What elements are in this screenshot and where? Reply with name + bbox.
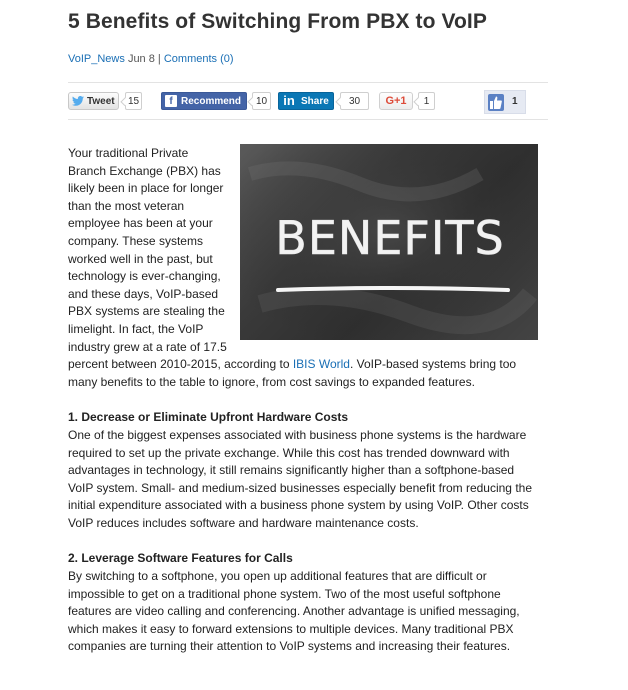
linkedin-count: 30 (340, 92, 369, 110)
intro-tail: . VoIP-based systems bring too many benefits to the table to ignore, from cost savings to expanded features. (68, 357, 517, 389)
like-count: 1 (512, 96, 518, 107)
ibis-world-link[interactable]: IBIS World (292, 357, 350, 372)
author-link[interactable]: VoIP_News (68, 53, 125, 65)
intro-text: Your traditional Private Branch Exchange (PBX) has likely been in place for longer than the most veteran employee has been at your company. These systems worked well in the past, but technology is ever-changing, and these days, VoIP-based PBX systems are stealing the limelight. In fact, the VoIP industry grew at a rate of 17.5 percent between 2010-2015, according to (68, 146, 290, 372)
article-title: 5 Benefits of Switching From PBX to VoIP (68, 10, 487, 33)
comments-open-paren: ( (220, 53, 224, 65)
article-meta (68, 53, 234, 65)
benefits-chalkboard-image (240, 144, 538, 340)
facebook-recommend-button[interactable] (161, 92, 247, 110)
post-date: Jun 8 (127, 53, 155, 65)
article-body (68, 145, 538, 656)
google-plus-button[interactable] (379, 92, 413, 110)
tweet-count: 15 (125, 92, 142, 110)
chalkboard-drawing (240, 144, 538, 340)
tweet-label: Tweet (87, 95, 115, 107)
share-divider-bottom (68, 119, 548, 120)
section-paragraph: By switching to a softphone, you open up additional features that are difficult or impossible to get on a traditional phone system. Two of the most useful softphone features are video calling and conferencing. Another advantage is unified messaging, which makes it easy to forward extensions to multiple devices. Many traditional PBX companies are turning their attention to VoIP systems and increasing their features. (68, 569, 520, 654)
comments-link[interactable] (164, 53, 234, 65)
benefits-chalk-text: BENEFITS (275, 211, 505, 265)
tweet-button[interactable] (68, 92, 119, 110)
section-paragraph: One of the biggest expenses associated with business phone systems is the hardware required to set up the private exchange. While this cost has trended downward with advantages in technology, it still remains significantly higher than a softphone-based VoIP system. Small- and medium-sized businesses especially benefit from reducing the initial expenditure associated with a business phone system by using VoIP. Other costs VoIP reduces includes software and hardware maintenance costs. (68, 427, 532, 530)
comments-label: Comments (163, 53, 218, 65)
linkedin-icon: in (283, 93, 295, 108)
comments-close-paren: ) (229, 53, 234, 65)
meta-separator: | (157, 53, 161, 65)
facebook-recommend-label: Recommend (181, 95, 242, 107)
google-plus-count: 1 (418, 92, 435, 110)
linkedin-share-button[interactable] (278, 92, 334, 110)
section-heading: 2. Leverage Software Features for Calls (68, 551, 293, 566)
twitter-bird-icon (72, 96, 84, 106)
section-heading: 1. Decrease or Eliminate Upfront Hardware Costs (68, 410, 349, 425)
share-divider-top (68, 82, 548, 83)
facebook-count: 10 (252, 92, 271, 110)
like-widget[interactable] (484, 90, 526, 114)
thumbs-up-icon (488, 94, 504, 111)
chalk-underline (278, 288, 508, 290)
linkedin-share-label: Share (301, 95, 329, 107)
facebook-icon: f (165, 95, 177, 107)
google-plus-label: G+1 (385, 95, 407, 107)
comments-count: 0 (223, 53, 230, 65)
